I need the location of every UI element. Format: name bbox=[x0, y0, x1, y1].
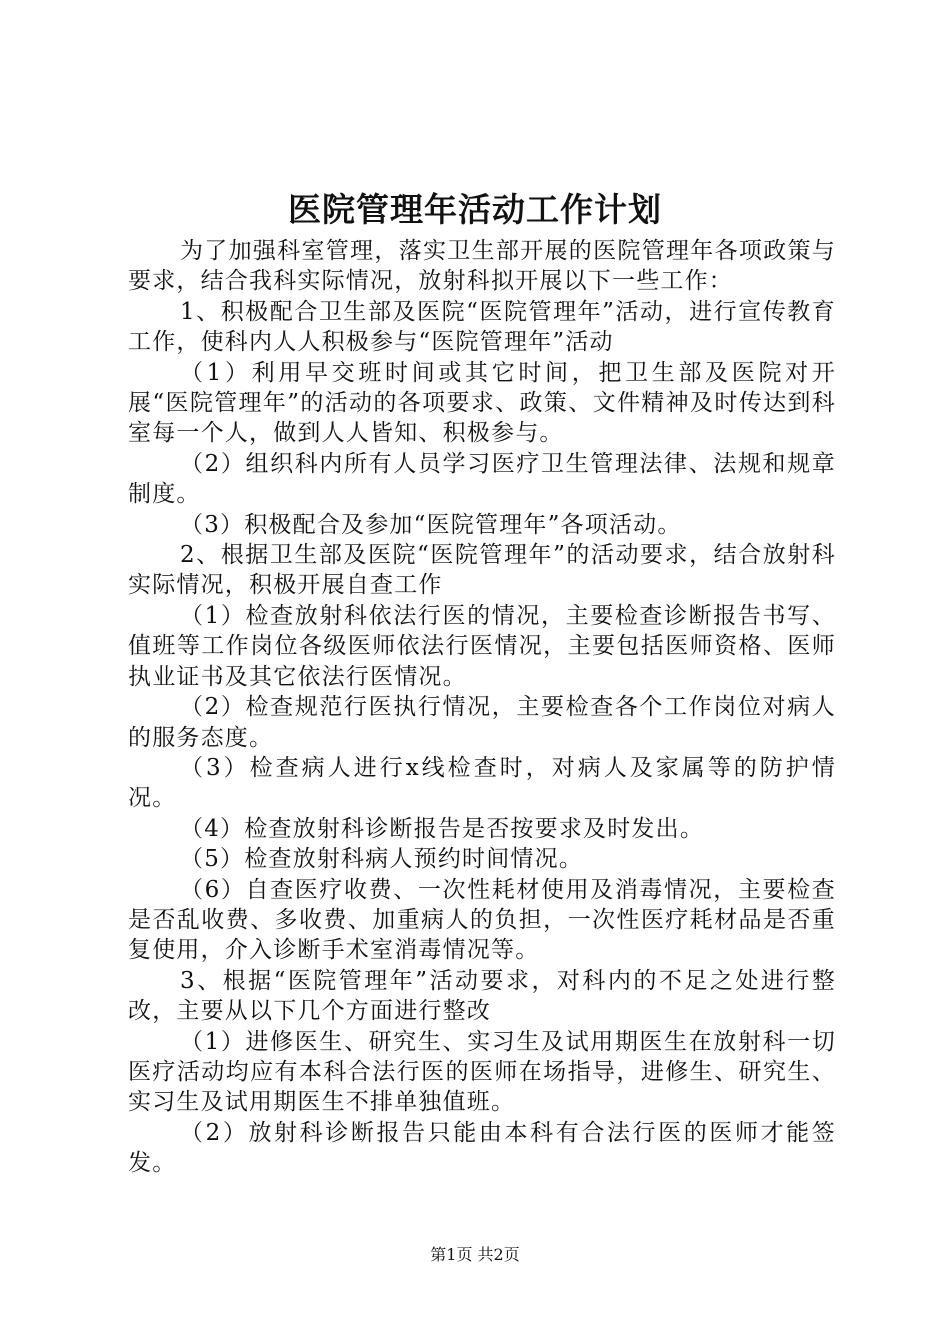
document-body bbox=[128, 236, 836, 1179]
page-number-footer: 第1页 共2页 bbox=[430, 1245, 520, 1264]
section-2-item-3: （3）检查病人进行x线检查时，对病人及家属等的防护情况。 bbox=[128, 754, 836, 812]
document-title: 医院管理年活动工作计划 bbox=[288, 190, 662, 229]
section-2-item-6: （6）自查医疗收费、一次性耗材使用及消毒情况，主要检查是否乱收费、多收费、加重病人的负担，一次性医疗耗材品是否重复使用，介入诊断手术室消毒情况等。 bbox=[128, 876, 836, 964]
section-2-item-1: （1）检查放射科依法行医的情况，主要检查诊断报告书写、值班等工作岗位各级医师依法行医情况，主要包括医师资格、医师执业证书及其它依法行医情况。 bbox=[128, 602, 836, 690]
section-3-item-2: （2）放射科诊断报告只能由本科有合法行医的医师才能签发。 bbox=[128, 1119, 836, 1177]
section-3-item-1: （1）进修医生、研究生、实习生及试用期医生在放射科一切医疗活动均应有本科合法行医的医师在场指导，进修生、研究生、实习生及试用期医生不排单独值班。 bbox=[128, 1028, 836, 1116]
section-2-item-4: （4）检查放射科诊断报告是否按要求及时发出。 bbox=[180, 815, 705, 842]
section-2-heading: 2、根据卫生部及医院“医院管理年”的活动要求，结合放射科实际情况，积极开展自查工作 bbox=[128, 542, 836, 599]
section-3-heading: 3、根据“医院管理年”活动要求，对科内的不足之处进行整改，主要从以下几个方面进行整改 bbox=[128, 967, 836, 1025]
section-2-item-5: （5）检查放射科病人预约时间情况。 bbox=[180, 846, 584, 873]
intro-paragraph: 为了加强科室管理，落实卫生部开展的医院管理年各项政策与要求，结合我科实际情况，放射科拟开展以下一些工作： bbox=[128, 238, 836, 295]
section-1-item-2: （2）组织科内所有人员学习医疗卫生管理法律、法规和规章制度。 bbox=[128, 450, 836, 508]
section-1-item-3: （3）积极配合及参加“医院管理年”各项活动。 bbox=[180, 511, 682, 538]
section-1-item-1: （1）利用早交班时间或其它时间，把卫生部及医院对开展“医院管理年”的活动的各项要求、政策、文件精神及时传达到科室每一个人，做到人人皆知、积极参与。 bbox=[128, 359, 836, 447]
section-2-item-2: （2）检查规范行医执行情况，主要检查各个工作岗位对病人的服务态度。 bbox=[128, 694, 836, 751]
section-1-heading: 1、积极配合卫生部及医院“医院管理年”活动，进行宣传教育工作，使科内人人积极参与“医院管理年”活动 bbox=[128, 298, 836, 356]
